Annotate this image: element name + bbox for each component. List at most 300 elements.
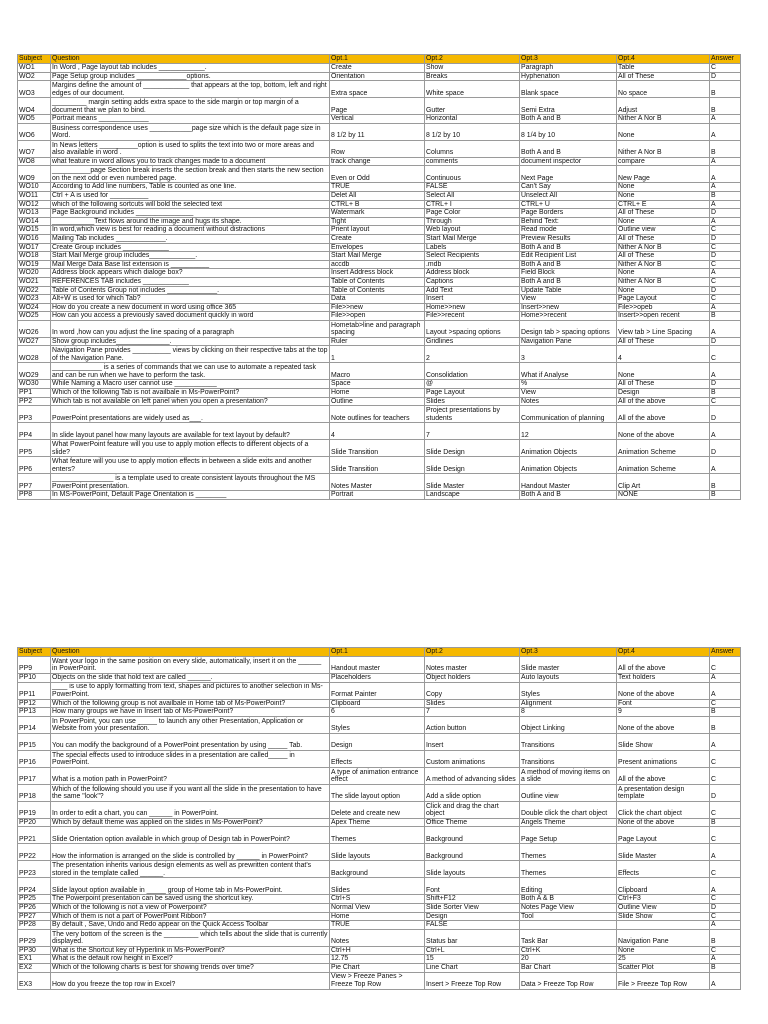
- option2-cell: White space: [425, 81, 520, 98]
- option4-cell: None: [617, 217, 710, 226]
- option1-cell: Slide layouts: [330, 844, 425, 861]
- question-cell: Address block appears which dialoge box?: [51, 269, 330, 278]
- table-row: [18, 346, 741, 363]
- table-row: [18, 716, 741, 733]
- subject-cell: WO11: [18, 191, 51, 200]
- option1-cell: A type of animation entrance effect: [330, 767, 425, 784]
- subject-cell: WO17: [18, 243, 51, 252]
- option3-cell: Preview Results: [520, 234, 617, 243]
- option1-cell: Create: [330, 234, 425, 243]
- option3-cell: 8: [520, 708, 617, 717]
- table-row: [18, 750, 741, 767]
- question-cell: Which of the following group is not availbale in Home tab of Ms-PowerPoint?: [51, 699, 330, 708]
- option4-cell: All of These: [617, 380, 710, 389]
- option1-cell: Placeholders: [330, 674, 425, 683]
- option2-cell: Page Layout: [425, 389, 520, 398]
- answer-cell: C: [710, 243, 741, 252]
- option2-cell: .mdb: [425, 260, 520, 269]
- answer-cell: A: [710, 844, 741, 861]
- question-cell: Mail Merge Data Base list extension is __________: [51, 260, 330, 269]
- option3-cell: Communication of planning: [520, 406, 617, 423]
- subject-cell: WO5: [18, 115, 51, 124]
- subject-cell: WO12: [18, 200, 51, 209]
- option1-cell: accdb: [330, 260, 425, 269]
- subject-cell: EX1: [18, 955, 51, 964]
- question-cell: __________page Section break inserts the section break and then starts the new section on the next odd or even numbered page.: [51, 166, 330, 183]
- table-row: [18, 295, 741, 304]
- option1-cell: Apex Theme: [330, 818, 425, 827]
- option4-cell: None: [617, 183, 710, 192]
- option2-cell: Office Theme: [425, 818, 520, 827]
- subject-cell: WO10: [18, 183, 51, 192]
- table-row: [18, 72, 741, 81]
- question-cell: Which of them is not a part of PowerPoint Ribbon?: [51, 912, 330, 921]
- option3-cell: Next Page: [520, 166, 617, 183]
- subject-cell: WO30: [18, 380, 51, 389]
- option4-cell: Effects: [617, 861, 710, 878]
- answer-cell: D: [710, 337, 741, 346]
- option1-cell: Note outlines for teachers: [330, 406, 425, 423]
- subject-cell: WO23: [18, 295, 51, 304]
- table-row: [18, 929, 741, 946]
- option2-cell: FALSE: [425, 921, 520, 930]
- subject-cell: PP8: [18, 491, 51, 500]
- table-row: [18, 878, 741, 895]
- answer-cell: A: [710, 363, 741, 380]
- subject-cell: PP12: [18, 699, 51, 708]
- table-row: [18, 423, 741, 440]
- option1-cell: Home: [330, 912, 425, 921]
- option2-cell: 8 1/2 by 10: [425, 123, 520, 140]
- table-row: [18, 972, 741, 989]
- option3-cell: Handout Master: [520, 474, 617, 491]
- table-row: [18, 827, 741, 844]
- option3-cell: Bar Chart: [520, 963, 617, 972]
- option3-cell: CTRL+ U: [520, 200, 617, 209]
- option1-cell: Design: [330, 733, 425, 750]
- option3-cell: Transitions: [520, 750, 617, 767]
- option4-cell: All of These: [617, 252, 710, 261]
- option4-cell: 25: [617, 955, 710, 964]
- table-row: [18, 303, 741, 312]
- option3-cell: Blank space: [520, 81, 617, 98]
- question-cell: PowerPoint presentations are widely used as___.: [51, 406, 330, 423]
- subject-cell: PP7: [18, 474, 51, 491]
- question-cell: In PowerPoint, you can use _____ to launch any other Presentation, Application or Website from your presentation.: [51, 716, 330, 733]
- option2-cell: Click and drag the chart object: [425, 801, 520, 818]
- option1-cell: Vertical: [330, 115, 425, 124]
- question-cell: How many groups we have in Insert tab of Ms-PowerPoint?: [51, 708, 330, 717]
- answer-cell: C: [710, 260, 741, 269]
- option1-cell: Extra space: [330, 81, 425, 98]
- option1-cell: Page: [330, 98, 425, 115]
- option3-cell: Object Linking: [520, 716, 617, 733]
- answer-cell: B: [710, 818, 741, 827]
- table-row: [18, 312, 741, 321]
- option3-cell: Animation Objects: [520, 440, 617, 457]
- question-cell: Which of the following should you use if you want all the slide in the presentation to have the same "look"?: [51, 784, 330, 801]
- subject-cell: WO25: [18, 312, 51, 321]
- option1-cell: Format Painter: [330, 682, 425, 699]
- option2-cell: Columns: [425, 140, 520, 157]
- option4-cell: Page Layout: [617, 295, 710, 304]
- question-table-1: [17, 54, 741, 500]
- header-option1: Opt.1: [330, 55, 425, 64]
- option4-cell: All of These: [617, 234, 710, 243]
- answer-cell: A: [710, 157, 741, 166]
- subject-cell: WO15: [18, 226, 51, 235]
- subject-cell: PP10: [18, 674, 51, 683]
- option4-cell: None of the above: [617, 423, 710, 440]
- table-row: [18, 209, 741, 218]
- option4-cell: Navigation Pane: [617, 929, 710, 946]
- option4-cell: Text holders: [617, 674, 710, 683]
- option2-cell: Add a slide option: [425, 784, 520, 801]
- subject-cell: PP2: [18, 397, 51, 406]
- table-row: [18, 674, 741, 683]
- question-cell: In Word , Page layout tab includes ____________.: [51, 64, 330, 73]
- header-subject: Subject: [18, 55, 51, 64]
- subject-cell: PP15: [18, 733, 51, 750]
- subject-cell: PP17: [18, 767, 51, 784]
- option1-cell: Normal View: [330, 903, 425, 912]
- option3-cell: Notes: [520, 397, 617, 406]
- question-cell: What is a motion path in PowerPoint?: [51, 767, 330, 784]
- option4-cell: Outline view: [617, 226, 710, 235]
- table-row: [18, 64, 741, 73]
- question-cell: In slide layout panel how many layouts are available for text layout by default?: [51, 423, 330, 440]
- table-row: [18, 183, 741, 192]
- question-cell: Page Background includes _______________: [51, 209, 330, 218]
- option4-cell: Font: [617, 699, 710, 708]
- question-cell: what feature in word allows you to track changes made to a document: [51, 157, 330, 166]
- table-row: [18, 260, 741, 269]
- answer-cell: D: [710, 440, 741, 457]
- option2-cell: Address block: [425, 269, 520, 278]
- answer-cell: D: [710, 209, 741, 218]
- option4-cell: All of the above: [617, 397, 710, 406]
- option2-cell: Insert: [425, 733, 520, 750]
- question-cell: Margins define the amount of ____________ that appears at the top, bottom, left and right edges of our document.: [51, 81, 330, 98]
- option1-cell: Styles: [330, 716, 425, 733]
- option2-cell: Labels: [425, 243, 520, 252]
- subject-cell: PP24: [18, 878, 51, 895]
- option1-cell: Home: [330, 389, 425, 398]
- question-cell: Slide layout option available in _____ group of Home tab in Ms-PowerPoint.: [51, 878, 330, 895]
- subject-cell: WO9: [18, 166, 51, 183]
- option2-cell: Web layout: [425, 226, 520, 235]
- subject-cell: WO1: [18, 64, 51, 73]
- option4-cell: File > Freeze Top Row: [617, 972, 710, 989]
- option4-cell: All of These: [617, 337, 710, 346]
- option3-cell: 8 1/4 by 10: [520, 123, 617, 140]
- option1-cell: Insert Address block: [330, 269, 425, 278]
- header-option3: Opt.3: [520, 55, 617, 64]
- question-cell: REFERENCES TAB includes ____________: [51, 277, 330, 286]
- question-cell: Show group includes______________.: [51, 337, 330, 346]
- question-cell: Start Mail Merge group includes____________.: [51, 252, 330, 261]
- option2-cell: Gutter: [425, 98, 520, 115]
- option2-cell: Ctrl+L: [425, 946, 520, 955]
- question-cell: What feature will you use to apply motion effects in between a slide exits and another enters?: [51, 457, 330, 474]
- option3-cell: Styles: [520, 682, 617, 699]
- option1-cell: Even or Odd: [330, 166, 425, 183]
- option1-cell: Tight: [330, 217, 425, 226]
- question-cell: What is the default row height in Excel?: [51, 955, 330, 964]
- subject-cell: PP11: [18, 682, 51, 699]
- option1-cell: Prient layout: [330, 226, 425, 235]
- answer-cell: D: [710, 903, 741, 912]
- answer-cell: B: [710, 716, 741, 733]
- table-row: [18, 457, 741, 474]
- subject-cell: PP4: [18, 423, 51, 440]
- table-row: [18, 801, 741, 818]
- answer-cell: C: [710, 750, 741, 767]
- option1-cell: Clipboard: [330, 699, 425, 708]
- answer-cell: C: [710, 861, 741, 878]
- subject-cell: EX2: [18, 963, 51, 972]
- subject-cell: WO13: [18, 209, 51, 218]
- answer-cell: C: [710, 64, 741, 73]
- option4-cell: Design: [617, 389, 710, 398]
- question-cell: ___________Text flows around the image and hugs its shape.: [51, 217, 330, 226]
- option1-cell: TRUE: [330, 921, 425, 930]
- table-row: [18, 784, 741, 801]
- subject-cell: WO21: [18, 277, 51, 286]
- option1-cell: Delete and create new: [330, 801, 425, 818]
- option4-cell: Nither A Nor B: [617, 260, 710, 269]
- option3-cell: 3: [520, 346, 617, 363]
- question-cell: By default , Save, Undo and Redo appear on the Quick Access Toolbar: [51, 921, 330, 930]
- option3-cell: Home>>recent: [520, 312, 617, 321]
- option1-cell: 1: [330, 346, 425, 363]
- subject-cell: PP13: [18, 708, 51, 717]
- option3-cell: Transitions: [520, 733, 617, 750]
- question-cell: The very bottom of the screen is the _________ which tells about the slide that is currently displayed.: [51, 929, 330, 946]
- answer-cell: B: [710, 491, 741, 500]
- subject-cell: WO14: [18, 217, 51, 226]
- option1-cell: Handout master: [330, 657, 425, 674]
- option4-cell: All of the above: [617, 657, 710, 674]
- question-cell: Which by default theme was applied on the slides in Ms-PowerPoint?: [51, 818, 330, 827]
- header-answer: Answer: [710, 55, 741, 64]
- option1-cell: 8 1/2 by 11: [330, 123, 425, 140]
- answer-cell: A: [710, 123, 741, 140]
- question-cell: In word,which view is best for reading a document without distractions: [51, 226, 330, 235]
- question-cell: The presentation inherits various design elements as well as prewritten content that's stored in the template called ______.: [51, 861, 330, 878]
- option3-cell: What if Analyse: [520, 363, 617, 380]
- option2-cell: comments: [425, 157, 520, 166]
- option3-cell: [520, 921, 617, 930]
- option4-cell: Ctrl+F3: [617, 895, 710, 904]
- table-row: [18, 921, 741, 930]
- subject-cell: PP22: [18, 844, 51, 861]
- subject-cell: WO28: [18, 346, 51, 363]
- option2-cell: Font: [425, 878, 520, 895]
- option1-cell: Ctrl+S: [330, 895, 425, 904]
- option4-cell: All of the above: [617, 767, 710, 784]
- option4-cell: Slide Master: [617, 844, 710, 861]
- option4-cell: Adjust: [617, 98, 710, 115]
- option2-cell: Custom animations: [425, 750, 520, 767]
- answer-cell: A: [710, 457, 741, 474]
- option1-cell: Create: [330, 64, 425, 73]
- table-row: [18, 912, 741, 921]
- answer-cell: C: [710, 657, 741, 674]
- option3-cell: Data > Freeze Top Row: [520, 972, 617, 989]
- option4-cell: All of These: [617, 209, 710, 218]
- question-cell: How the information is arranged on the slide is controlled by ______ in PowerPoint?: [51, 844, 330, 861]
- option2-cell: Continuous: [425, 166, 520, 183]
- option4-cell: No space: [617, 81, 710, 98]
- option2-cell: Slide Design: [425, 457, 520, 474]
- question-cell: _____________ is a series of commands that we can use to automate a repeated task and can be run when we have to perform the task.: [51, 363, 330, 380]
- option4-cell: Animation Scheme: [617, 440, 710, 457]
- header-question: Question: [51, 55, 330, 64]
- option2-cell: Action button: [425, 716, 520, 733]
- table-row: [18, 946, 741, 955]
- answer-cell: B: [710, 474, 741, 491]
- option1-cell: Background: [330, 861, 425, 878]
- option3-cell: Read mode: [520, 226, 617, 235]
- question-cell: How do you create a new document in word using office 365: [51, 303, 330, 312]
- option4-cell: Slide Show: [617, 912, 710, 921]
- subject-cell: WO22: [18, 286, 51, 295]
- table-row: [18, 733, 741, 750]
- option1-cell: File>>new: [330, 303, 425, 312]
- answer-cell: A: [710, 682, 741, 699]
- option3-cell: Insert>>new: [520, 303, 617, 312]
- option3-cell: Page Borders: [520, 209, 617, 218]
- table-row: [18, 140, 741, 157]
- option3-cell: Can't Say: [520, 183, 617, 192]
- subject-cell: PP21: [18, 827, 51, 844]
- subject-cell: PP5: [18, 440, 51, 457]
- option4-cell: compare: [617, 157, 710, 166]
- option2-cell: Copy: [425, 682, 520, 699]
- option3-cell: Both A and B: [520, 140, 617, 157]
- option3-cell: Semi Extra: [520, 98, 617, 115]
- question-cell: In MS-PowerPoint, Default Page Orientation is ________: [51, 491, 330, 500]
- answer-cell: B: [710, 98, 741, 115]
- question-cell: Which of the following charts is best for showing trends over time?: [51, 963, 330, 972]
- subject-cell: WO20: [18, 269, 51, 278]
- option1-cell: Hometab>line and paragraph spacing: [330, 320, 425, 337]
- option4-cell: View tab > Line Spacing: [617, 320, 710, 337]
- answer-cell: C: [710, 912, 741, 921]
- option1-cell: Ruler: [330, 337, 425, 346]
- option2-cell: Insert: [425, 295, 520, 304]
- option3-cell: Notes Page View: [520, 903, 617, 912]
- option2-cell: Home>>new: [425, 303, 520, 312]
- option2-cell: Background: [425, 827, 520, 844]
- option4-cell: Animation Scheme: [617, 457, 710, 474]
- answer-cell: B: [710, 708, 741, 717]
- option3-cell: 12: [520, 423, 617, 440]
- option2-cell: CTRL+ I: [425, 200, 520, 209]
- option1-cell: Notes: [330, 929, 425, 946]
- answer-cell: D: [710, 72, 741, 81]
- option1-cell: Data: [330, 295, 425, 304]
- option4-cell: A presentation design template: [617, 784, 710, 801]
- option3-cell: Double click the chart object: [520, 801, 617, 818]
- question-cell: In word ,how can you adjust the line spacing of a paragraph: [51, 320, 330, 337]
- table-row: [18, 708, 741, 717]
- option3-cell: Themes: [520, 844, 617, 861]
- question-cell: What PowerPoint feature will you use to apply motion effects to different objects of a slide?: [51, 440, 330, 457]
- option3-cell: Both A & B: [520, 895, 617, 904]
- option3-cell: Task Bar: [520, 929, 617, 946]
- option2-cell: 15: [425, 955, 520, 964]
- option3-cell: Both A and B: [520, 243, 617, 252]
- answer-cell: C: [710, 767, 741, 784]
- option3-cell: A method of moving items on a slide: [520, 767, 617, 784]
- option1-cell: Table of Contents: [330, 277, 425, 286]
- table-row: [18, 157, 741, 166]
- option2-cell: Slide Design: [425, 440, 520, 457]
- subject-cell: WO18: [18, 252, 51, 261]
- option2-cell: Start Mail Merge: [425, 234, 520, 243]
- option4-cell: Clipboard: [617, 878, 710, 895]
- option1-cell: Slide Transition: [330, 440, 425, 457]
- subject-cell: WO7: [18, 140, 51, 157]
- option2-cell: Project presentations by students: [425, 406, 520, 423]
- question-cell: which of the following sortcuts will bold the selected text: [51, 200, 330, 209]
- option4-cell: Outline View: [617, 903, 710, 912]
- table-row: [18, 81, 741, 98]
- option1-cell: Row: [330, 140, 425, 157]
- option2-cell: Slides: [425, 397, 520, 406]
- option2-cell: Slide Sorter View: [425, 903, 520, 912]
- option1-cell: Slide Transition: [330, 457, 425, 474]
- table-row: [18, 440, 741, 457]
- answer-cell: C: [710, 801, 741, 818]
- question-cell: ____ is use to apply formatting from text, shapes and pictures to another selection in Ms-PowerPoint.: [51, 682, 330, 699]
- header-option2: Opt.2: [425, 648, 520, 657]
- answer-cell: A: [710, 674, 741, 683]
- table-row: [18, 200, 741, 209]
- question-cell: While Naming a Macro user cannot use ___________: [51, 380, 330, 389]
- option2-cell: Status bar: [425, 929, 520, 946]
- option1-cell: View > Freeze Panes > Freeze Top Row: [330, 972, 425, 989]
- question-cell: Create Group includes ____________: [51, 243, 330, 252]
- question-cell: In order to edit a chart, you can ______ in PowerPoint.: [51, 801, 330, 818]
- answer-cell: C: [710, 277, 741, 286]
- answer-cell: C: [710, 946, 741, 955]
- option4-cell: Nither A Nor B: [617, 277, 710, 286]
- option1-cell: 6: [330, 708, 425, 717]
- question-cell: Navigation Pane provides __________ views by clicking on their respective tabs at the top of the Navigation Pane.: [51, 346, 330, 363]
- option2-cell: @: [425, 380, 520, 389]
- answer-cell: A: [710, 423, 741, 440]
- answer-cell: A: [710, 269, 741, 278]
- table-row: [18, 861, 741, 878]
- option2-cell: Notes master: [425, 657, 520, 674]
- answer-cell: B: [710, 963, 741, 972]
- option4-cell: None: [617, 286, 710, 295]
- answer-cell: C: [710, 699, 741, 708]
- option2-cell: Landscape: [425, 491, 520, 500]
- option2-cell: File>>recent: [425, 312, 520, 321]
- option3-cell: View: [520, 295, 617, 304]
- option3-cell: document inspector: [520, 157, 617, 166]
- answer-cell: C: [710, 397, 741, 406]
- table-row: [18, 115, 741, 124]
- question-cell: According to Add line numbers, Table is counted as one line.: [51, 183, 330, 192]
- option4-cell: NONE: [617, 491, 710, 500]
- option2-cell: Through: [425, 217, 520, 226]
- subject-cell: PP14: [18, 716, 51, 733]
